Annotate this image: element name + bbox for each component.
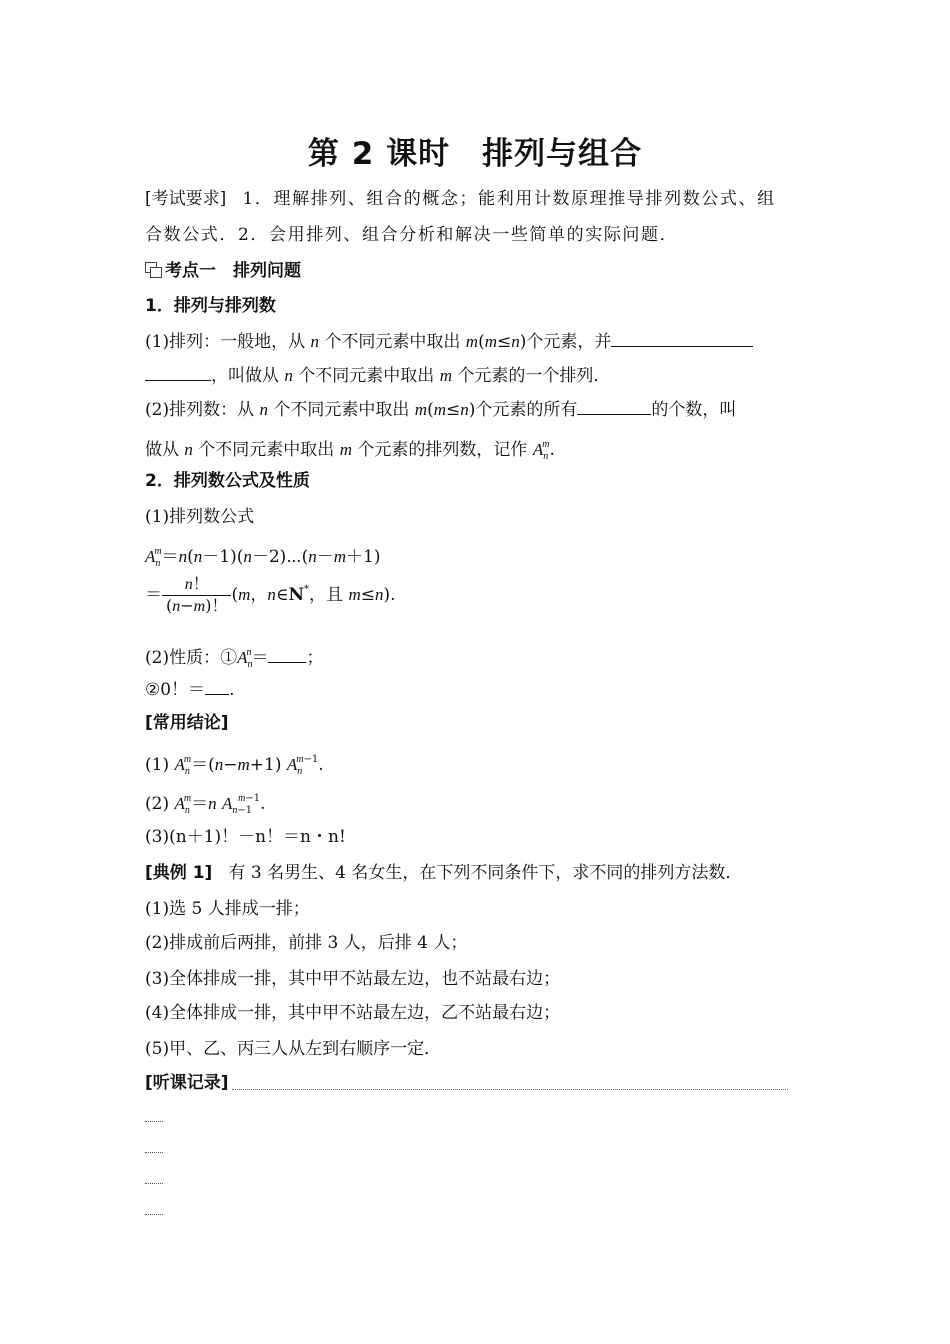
conclusion-1: (1) $A_n^m=(n-m+1)$ $A_n^{m-1}$.	[145, 754, 324, 777]
conclusion-tag: [常用结论]	[145, 713, 229, 733]
formula-line-2: ＝ $\frac{n!}{(n-m)!}$ (m，n∈N*，且 m≤n).	[145, 574, 396, 615]
example-tag: [典例 1]	[145, 863, 213, 883]
fill-blank[interactable]	[268, 646, 306, 663]
record-line[interactable]	[145, 1183, 163, 1184]
property-line-1: (2)性质：$①A_n^n=$ ；	[145, 647, 324, 670]
requirement-tag: [考试要求]	[145, 189, 227, 209]
fraction: $\frac{n!}{(n-m)!}$	[162, 574, 231, 617]
record-line[interactable]	[145, 1152, 163, 1153]
requirement-text-2: 合数公式．2．会用排列、组合分析和解决一些简单的实际问题．	[145, 225, 679, 245]
fill-blank[interactable]	[145, 364, 211, 381]
example-item: (2)排成前后两排，前排 3 人，后排 4 人；	[145, 933, 468, 953]
record-line[interactable]	[145, 1214, 163, 1215]
example-item: (1)选 5 人排成一排；	[145, 899, 310, 919]
section-heading-text: 考点一 排列问题	[165, 261, 301, 281]
page-title: 第 2 课时 排列与组合	[307, 136, 643, 172]
example-line	[145, 862, 742, 884]
fill-blank[interactable]	[611, 330, 753, 347]
conclusion-3: (3)(n＋1)！－n！＝n・n!	[145, 827, 346, 847]
example-text: 有 3 名男生、4 名女生，在下列不同条件下，求不同的排列方法数．	[228, 863, 743, 883]
definition-line-2: ，叫做从 n 个不同元素中取出 m 个元素的一个排列．	[145, 364, 610, 387]
record-tag: [听课记录]	[145, 1073, 229, 1093]
subheading-1: 1．排列与排列数	[145, 296, 276, 316]
record-line[interactable]	[145, 1121, 163, 1122]
requirement-line-2	[145, 224, 678, 246]
fill-blank[interactable]	[577, 398, 651, 415]
requirement-line-1	[145, 188, 776, 210]
example-item: (3)全体排成一排，其中甲不站最左边，也不站最右边；	[145, 969, 561, 989]
subheading-2: 2．排列数公式及性质	[145, 471, 310, 491]
formula-line-1: $A_n^m=n(n-1)(n-2)\cdots(n-m+1)$	[145, 546, 381, 569]
fill-blank[interactable]	[205, 678, 229, 695]
requirement-text-1: 1．理解排列、组合的概念；能利用计数原理推导排列数公式、组	[242, 189, 776, 209]
permutation-number-line-1: (2)排列数：从 n 个不同元素中取出 m(m≤n)个元素的所有 的个数，叫	[145, 400, 737, 420]
example-item: (4)全体排成一排，其中甲不站最左边，乙不站最右边；	[145, 1003, 561, 1023]
example-item: (5)甲、乙、丙三人从左到右顺序一定．	[145, 1039, 442, 1059]
record-line[interactable]	[232, 1089, 788, 1090]
formula-label: (1)排列数公式	[145, 507, 255, 527]
definition-line-1: (1)排列：一般地，从 n 个不同元素中取出 m(m≤n)个元素，并	[145, 330, 753, 353]
section-icon	[145, 262, 163, 278]
permutation-number-line-2: 做从 n 个不同元素中取出 m 个元素的排列数，记作 $A_n^m$.	[145, 439, 555, 462]
property-line-2: ②0！＝ .	[145, 680, 235, 700]
section-heading	[145, 260, 301, 282]
conclusion-2: (2) $A_n^m=n$ $A_{n-1}^{m-1}$.	[145, 793, 266, 816]
